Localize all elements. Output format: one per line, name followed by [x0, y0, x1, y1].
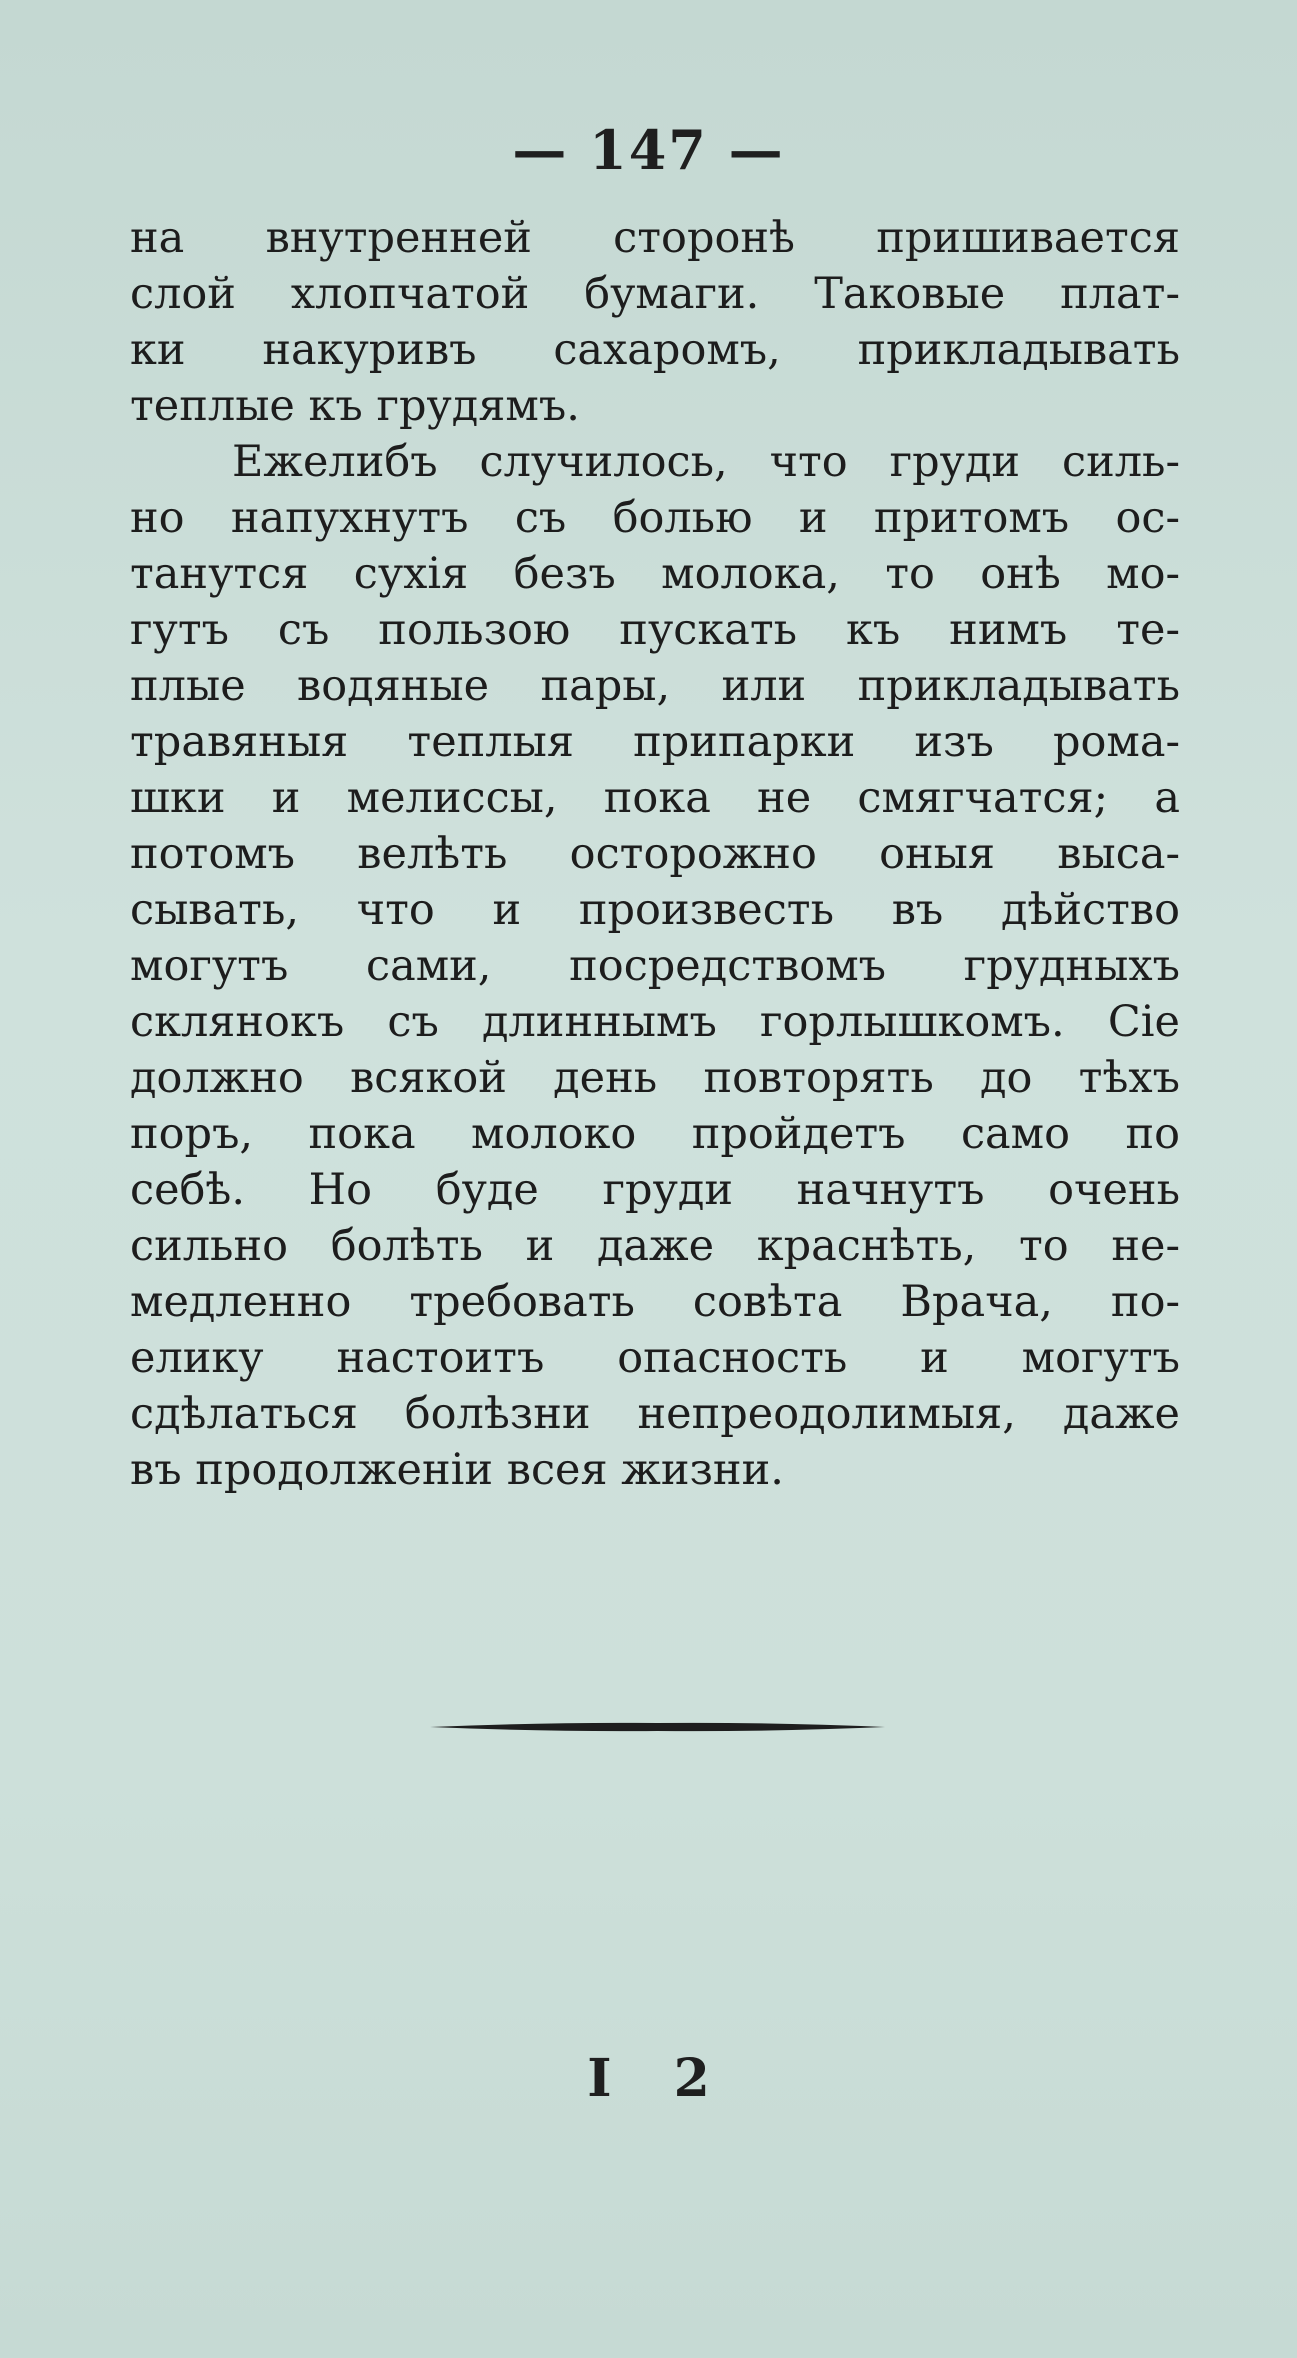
text-line: танутся сухія безъ молока, то онѣ мо-	[130, 549, 1180, 599]
text-line: на внутренней сторонѣ пришивается	[130, 213, 1180, 263]
text-line: плые водяные пары, или прикладывать	[130, 661, 1180, 711]
text-line: ки накуривъ сахаромъ, прикладывать	[130, 325, 1180, 375]
text-line: въ продолженіи всея жизни.	[130, 1445, 784, 1495]
text-line: Ежелибъ случилось, что груди силь-	[232, 437, 1180, 487]
paragraph-2	[130, 434, 1180, 1498]
text-line: должно всякой день повторять до тѣхъ	[130, 1053, 1180, 1103]
text-line: елику настоитъ опасность и могутъ	[130, 1333, 1180, 1383]
text-line: гутъ съ пользою пускать къ нимъ те-	[130, 605, 1180, 655]
paragraph-1	[130, 210, 1180, 434]
signature-mark: I 2	[587, 2048, 732, 2109]
ornamental-rule	[430, 1720, 885, 1734]
text-line: склянокъ съ длиннымъ горлышкомъ. Сіе	[130, 997, 1180, 1047]
text-line: поръ, пока молоко пройдетъ само по	[130, 1109, 1180, 1159]
body-text	[130, 210, 1180, 1498]
text-line: потомъ велѣть осторожно оныя выса-	[130, 829, 1180, 879]
text-line: теплые къ грудямъ.	[130, 381, 580, 431]
text-line: себѣ. Но буде груди начнутъ очень	[130, 1165, 1180, 1215]
page-number: — 147 —	[512, 118, 785, 182]
text-line: шки и мелиссы, пока не смягчатся; а	[130, 773, 1180, 823]
text-line: могутъ сами, посредствомъ грудныхъ	[130, 941, 1180, 991]
text-line: медленно требовать совѣта Врача, по-	[130, 1277, 1180, 1327]
text-line: но напухнутъ съ болью и притомъ ос-	[130, 493, 1180, 543]
text-line: слой хлопчатой бумаги. Таковые плат-	[130, 269, 1180, 319]
text-line: сывать, что и произвесть въ дѣйство	[130, 885, 1180, 935]
text-line: сдѣлаться болѣзни непреодолимыя, даже	[130, 1389, 1180, 1439]
text-line: травяныя теплыя припарки изъ рома-	[130, 717, 1180, 767]
text-line: сильно болѣть и даже краснѣть, то не-	[130, 1221, 1180, 1271]
